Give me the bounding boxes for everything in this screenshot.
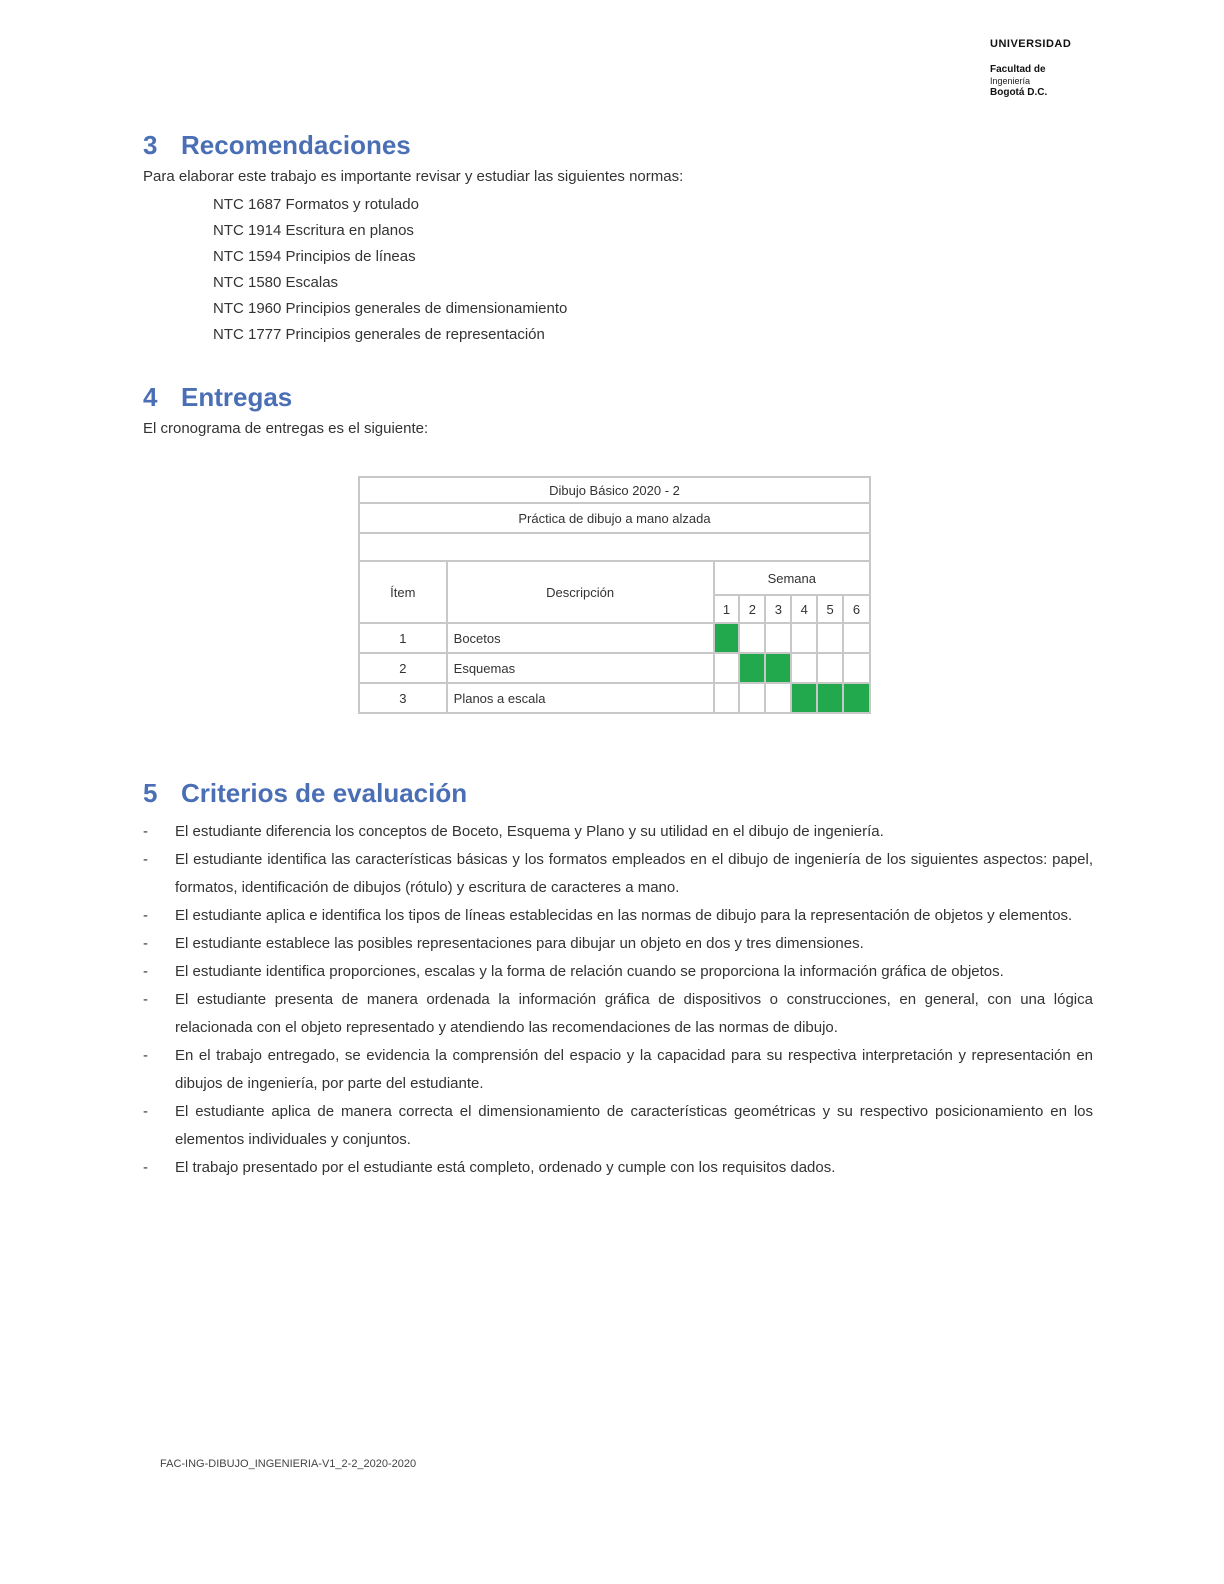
- criteria-item: [143, 1042, 1093, 1098]
- logo-line-2: Facultad de: [990, 64, 1046, 75]
- week-cell: [817, 623, 843, 653]
- criteria-text: El estudiante identifica proporciones, escalas y la forma de relación cuando se proporciona la información gráfica de objetos.: [175, 963, 1004, 980]
- section-number: 4: [143, 382, 158, 412]
- criteria-list: [143, 818, 1093, 1182]
- criteria-text: El estudiante identifica las características básicas y los formatos empleados en el dibujo de ingeniería de los siguientes aspectos: papel, formatos, identificación de dibujos (rótulo) y escritura de caracteres a mano.: [175, 851, 1093, 896]
- week-cell: [765, 623, 791, 653]
- norm-item: NTC 1960 Principios generales de dimensionamiento: [213, 300, 568, 317]
- table-title: Dibujo Básico 2020 - 2: [359, 477, 870, 503]
- section-title: Criterios de evaluación: [181, 778, 468, 808]
- criteria-text: El estudiante establece las posibles representaciones para dibujar un objeto en dos y tres dimensiones.: [175, 935, 864, 952]
- week-cell-filled: [714, 623, 740, 653]
- table-row: [359, 653, 870, 683]
- section-criterios: [143, 778, 1093, 1182]
- week-cell-filled: [817, 683, 843, 713]
- criteria-item: [143, 818, 1093, 846]
- criteria-item: [143, 846, 1093, 902]
- week-cell-filled: [739, 653, 765, 683]
- week-header: 1: [714, 595, 740, 623]
- week-header: 2: [739, 595, 765, 623]
- criteria-text: El estudiante aplica de manera correcta el dimensionamiento de características geométricas y su respectivo posicionamiento en los elementos individuales y conjuntos.: [175, 1103, 1093, 1148]
- week-cell: [791, 623, 817, 653]
- bullet: -: [143, 907, 148, 924]
- bullet: -: [143, 935, 148, 952]
- row-description: Esquemas: [447, 653, 714, 683]
- norm-item: NTC 1580 Escalas: [213, 274, 339, 291]
- norm-item: NTC 1914 Escritura en planos: [213, 222, 414, 239]
- row-item: 2: [359, 653, 447, 683]
- university-logo: [990, 38, 1080, 98]
- week-cell: [714, 653, 740, 683]
- criteria-item: [143, 1098, 1093, 1154]
- criteria-item: [143, 930, 1093, 958]
- section-title: Entregas: [181, 382, 293, 412]
- section-heading: [143, 130, 1093, 160]
- col-header-description: Descripción: [447, 561, 714, 623]
- criteria-text: En el trabajo entregado, se evidencia la comprensión del espacio y la capacidad para su respectiva interpretación y representación en dibujos de ingeniería, por parte del estudiante.: [175, 1047, 1093, 1092]
- criteria-text: El estudiante aplica e identifica los tipos de líneas establecidas en las normas de dibujo para la representación de objetos y elementos.: [175, 907, 1073, 924]
- week-cell: [843, 623, 870, 653]
- week-header: 3: [765, 595, 791, 623]
- footer-code: FAC-ING-DIBUJO_INGENIERIA-V1_2-2_2020-2020: [160, 1458, 417, 1470]
- criteria-item: [143, 986, 1093, 1042]
- week-cell: [739, 623, 765, 653]
- bullet: -: [143, 991, 148, 1008]
- col-header-weeks: Semana: [714, 561, 870, 595]
- section-entregas: [143, 382, 1093, 440]
- week-cell: [843, 653, 870, 683]
- section-title: Recomendaciones: [181, 130, 411, 160]
- section-intro: Para elaborar este trabajo es importante revisar y estudiar las siguientes normas:: [143, 168, 684, 185]
- table-row: [359, 623, 870, 653]
- table-row: [359, 683, 870, 713]
- norm-item: NTC 1777 Principios generales de representación: [213, 326, 545, 343]
- week-cell-filled: [765, 653, 791, 683]
- week-header: 4: [791, 595, 817, 623]
- row-description: Planos a escala: [447, 683, 714, 713]
- bullet: -: [143, 1103, 148, 1120]
- section-recomendaciones: [143, 130, 1093, 348]
- row-description: Bocetos: [447, 623, 714, 653]
- table-spacer-row: [359, 533, 870, 561]
- week-cell: [739, 683, 765, 713]
- section-number: 5: [143, 778, 158, 808]
- bullet: -: [143, 1047, 148, 1064]
- criteria-text: El estudiante presenta de manera ordenada la información gráfica de dispositivos o construcciones, en general, con una lógica relacionada con el objeto representado y atendiendo las recomendaciones de las normas de dibujo.: [175, 991, 1093, 1036]
- criteria-item: [143, 902, 1093, 930]
- logo-line-3: Ingeniería: [990, 76, 1031, 86]
- schedule-table: [358, 476, 871, 714]
- col-header-item: Ítem: [359, 561, 447, 623]
- norms-list: [213, 192, 1093, 348]
- bullet: -: [143, 851, 148, 868]
- criteria-text: El estudiante diferencia los conceptos de Boceto, Esquema y Plano y su utilidad en el dibujo de ingeniería.: [175, 823, 884, 840]
- row-item: 1: [359, 623, 447, 653]
- criteria-item: [143, 958, 1093, 986]
- table-subtitle: Práctica de dibujo a mano alzada: [359, 503, 870, 533]
- bullet: -: [143, 963, 148, 980]
- row-item: 3: [359, 683, 447, 713]
- logo-line-1: UNIVERSIDAD: [990, 38, 1072, 50]
- week-cell: [817, 653, 843, 683]
- norm-item: NTC 1687 Formatos y rotulado: [213, 196, 419, 213]
- week-cell-filled: [791, 683, 817, 713]
- week-cell: [714, 683, 740, 713]
- bullet: -: [143, 1159, 148, 1176]
- week-cell: [791, 653, 817, 683]
- criteria-item: [143, 1154, 1093, 1182]
- week-header: 5: [817, 595, 843, 623]
- norm-item: NTC 1594 Principios de líneas: [213, 248, 416, 265]
- criteria-text: El trabajo presentado por el estudiante está completo, ordenado y cumple con los requisitos dados.: [175, 1159, 836, 1176]
- section-heading: [143, 382, 1093, 412]
- section-heading: [143, 778, 1093, 808]
- logo-line-4: Bogotá D.C.: [990, 87, 1048, 98]
- section-intro: El cronograma de entregas es el siguiente:: [143, 420, 429, 437]
- section-number: 3: [143, 130, 158, 160]
- week-cell-filled: [843, 683, 870, 713]
- week-header: 6: [843, 595, 870, 623]
- bullet: -: [143, 823, 148, 840]
- week-cell: [765, 683, 791, 713]
